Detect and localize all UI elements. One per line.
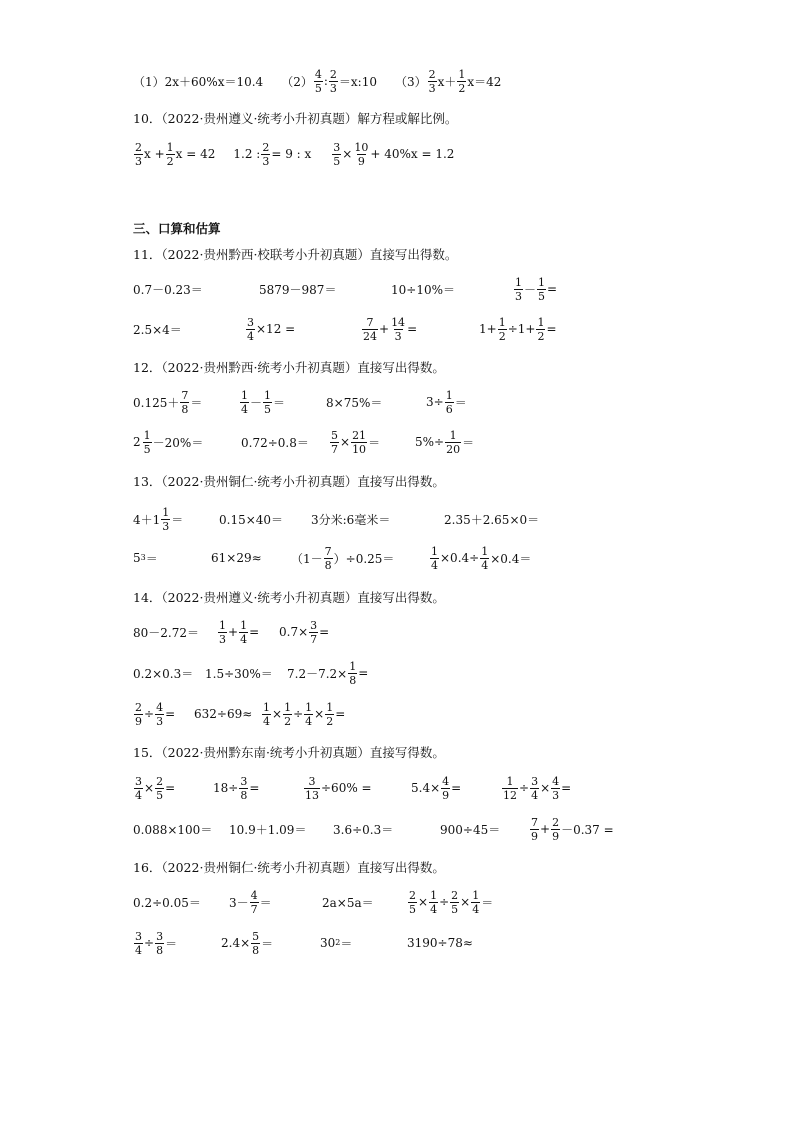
fraction: $\frac{3}{5}$ [333,140,341,168]
q10-eq3-tail: + 40%x = 1.2 [370,147,455,161]
q10-eq2-tail: = 9 : x [271,147,312,161]
q13-row1 [133,502,553,536]
q11-a4: $\frac{1}{3}$ － $\frac{1}{5}$ = [515,275,558,303]
q9-row: （1）2x＋60%x＝10.4 （2） $\frac{4}{5}$ : $\frac{2}{3}$ ＝x:10 （3） $\frac{2}{3}$ x＋ $\frac{1}{2}$ x＝42 [133,67,502,95]
q13-row2 [133,541,553,575]
q11-a2: 5879－987＝ [259,282,337,297]
q13-b1: 5 3 ＝ [133,551,158,566]
fraction: $\frac{2}{3}$ [262,140,270,168]
q13-a2: 0.15×40＝ [219,512,284,527]
q13-b4: $\frac{1}{4}$ ×0.4÷ $\frac{1}{4}$ ×0.4＝ [431,544,532,572]
q16-b3: 30 2 ＝ [320,936,353,951]
q14-b3: 7.2－7.2× $\frac{1}{8}$ = [287,659,369,687]
q15-row1 [133,771,633,805]
q9-part2-tail: ＝x:10 [338,74,377,89]
q12-a2: $\frac{1}{4}$ － $\frac{1}{5}$ ＝ [241,388,286,416]
q10-title: 10．（2022·贵州遵义·统考小升初真题）解方程或解比例。 [133,111,458,126]
q14-a3: 0.7× $\frac{3}{7}$ = [279,618,330,646]
q11-a1: 0.7－0.23＝ [133,282,203,297]
q15-b4: 900÷45＝ [440,822,501,837]
q11-a3: 10÷10%＝ [391,282,455,297]
q9-part2-label: （2） [281,74,313,89]
q14-row3 [133,697,433,731]
q15-title: 15．（2022·贵州黔东南·统考小升初真题）直接写得数。 [133,745,445,760]
q11-b1: 2.5×4＝ [133,322,182,337]
q12-a4: 3÷ $\frac{1}{6}$ ＝ [426,388,467,416]
q10-eq2: 1.2 : [233,147,261,161]
fraction: $\frac{10}{9}$ [354,140,369,168]
q13-a3: 3分米:6毫米＝ [311,512,391,527]
q13-title: 13．（2022·贵州铜仁·统考小升初真题）直接写出得数。 [133,474,445,489]
q13-a1: 4＋1 $\frac{1}{3}$ ＝ [133,505,184,533]
q16-a1: 0.2÷0.05＝ [133,895,201,910]
q14-a2: $\frac{1}{3}$ + $\frac{1}{4}$ = [219,618,260,646]
fraction: $\frac{2}{3}$ [135,140,142,168]
q11-title: 11．（2022·贵州黔西·校联考小升初真题）直接写出得数。 [133,247,458,262]
fraction: $\frac{1}{2}$ [458,67,466,95]
q15-b5: $\frac{7}{9}$ + $\frac{2}{9}$ －0.37 = [531,815,614,843]
q16-b1: $\frac{3}{4}$ ÷ $\frac{3}{8}$ ＝ [135,929,178,957]
section-title: 三、口算和估算 [133,221,221,236]
q13-b3: （1－ $\frac{7}{8}$ ）÷0.25＝ [291,544,395,572]
q16-row1 [133,885,533,919]
q12-row1 [133,385,533,419]
q12-b4: 5%÷ $\frac{1}{20}$ ＝ [415,428,475,456]
q14-row1 [133,615,433,649]
q16-a4: $\frac{2}{5}$ × $\frac{1}{4}$ ÷ $\frac{2}{5}$ × $\frac{1}{4}$ ＝ [409,888,494,916]
q13-b2: 61×29≈ [211,551,262,565]
q9-part3-tail: x＝42 [467,74,502,89]
q15-row2 [133,812,633,846]
q11-b2: $\frac{3}{4}$ ×12 = [247,315,296,343]
q15-b2: 10.9＋1.09＝ [229,822,307,837]
q12-b3: $\frac{5}{7}$ × $\frac{21}{10}$ ＝ [331,428,381,456]
q12-a3: 8×75%＝ [326,395,383,410]
fraction: $\frac{1}{2}$ [166,140,174,168]
q12-a1: 0.125＋ $\frac{7}{8}$ ＝ [133,388,203,416]
q12-title: 12．（2022·贵州黔西·统考小升初真题）直接写出得数。 [133,360,445,375]
q11-b4: 1+ $\frac{1}{2}$ ÷1+ $\frac{1}{2}$ = [479,315,557,343]
q15-a5: $\frac{1}{12}$ ÷ $\frac{3}{4}$ × $\frac{4}{3}$ = [503,774,572,802]
q16-a2: 3－ $\frac{4}{7}$ ＝ [229,888,272,916]
q16-title: 16．（2022·贵州铜仁·统考小升初真题）直接写出得数。 [133,860,445,875]
q11-row2 [133,312,603,346]
q9-part1: （1）2x＋60%x＝10.4 [133,74,264,89]
q14-a1: 80－2.72＝ [133,625,199,640]
q12-b2: 0.72÷0.8＝ [241,435,309,450]
q12-row2 [133,425,533,459]
q14-b1: 0.2×0.3＝ [133,666,194,681]
q9-part3-label: （3） [394,74,427,89]
q14-b2: 1.5÷30%＝ [205,666,273,681]
fraction: $\frac{2}{3}$ [428,67,436,95]
q15-a3: $\frac{3}{13}$ ÷60% = [305,774,372,802]
q16-row2 [133,926,533,960]
q14-c1: $\frac{2}{9}$ ÷ $\frac{4}{3}$ = [135,700,176,728]
q16-b2: 2.4× $\frac{5}{8}$ ＝ [221,929,274,957]
q14-c2: 632÷69≈ [194,707,253,721]
q11-row1 [133,272,603,306]
q10-equations: $\frac{2}{3}$ x + $\frac{1}{2}$ x = 42 1.2 : $\frac{2}{3}$ = 9 : x $\frac{3}{5}$ × $\frac{10}{9}$ + 40%x = 1.2 [135,140,455,168]
fraction: $\frac{2}{3}$ [329,67,337,95]
q15-b1: 0.088×100＝ [133,822,213,837]
fraction: $\frac{4}{5}$ [314,67,322,95]
q14-c3: $\frac{1}{4}$ × $\frac{1}{2}$ ÷ $\frac{1}{4}$ × $\frac{1}{2}$ = [263,700,346,728]
q12-b1: 2 $\frac{1}{5}$ －20%＝ [133,428,204,456]
q16-b4: 3190÷78≈ [407,936,473,950]
q13-a4: 2.35＋2.65×0＝ [444,512,540,527]
q14-title: 14．（2022·贵州遵义·统考小升初真题）直接写出得数。 [133,590,445,605]
q16-a3: 2a×5a＝ [322,895,374,910]
q15-a2: 18÷ $\frac{3}{8}$ = [213,774,260,802]
q11-b3: $\frac{7}{24}$ + $\frac{14}{3}$ = [363,315,418,343]
q15-a4: 5.4× $\frac{4}{9}$ = [411,774,462,802]
q14-row2 [133,656,433,690]
q15-a1: $\frac{3}{4}$ × $\frac{2}{5}$ = [135,774,176,802]
q15-b3: 3.6÷0.3＝ [333,822,394,837]
